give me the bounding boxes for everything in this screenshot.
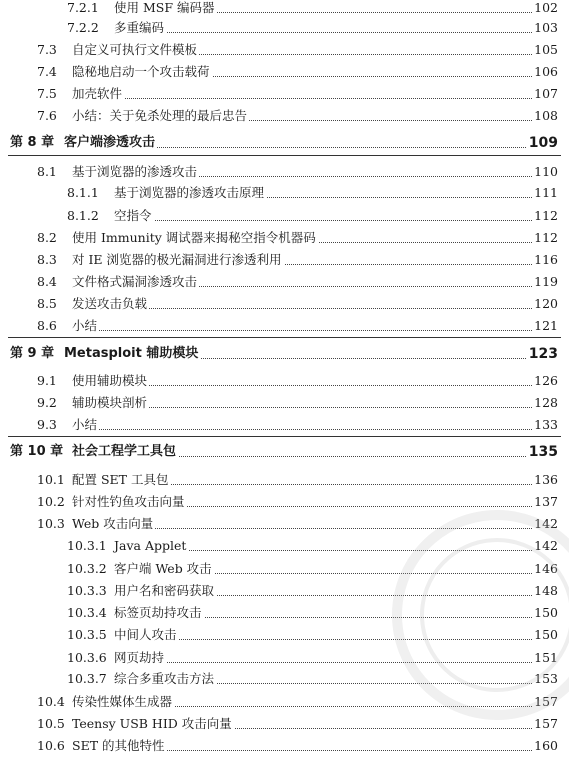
toc-entry-title: 自定义可执行文件模板 [72,39,199,61]
toc-entry-number: 10.3.3 [67,583,107,598]
toc-page-number: 142 [532,535,558,557]
toc-entry-number: 8.2 [37,230,57,245]
toc-page-number: 110 [532,161,558,183]
toc-entry-title: 传染性媒体生成器 [72,691,174,713]
toc-entry-number: 10.3.6 [67,650,107,665]
toc-page-number: 111 [532,182,558,204]
toc-page-number: 126 [532,370,558,392]
toc-entry-number: 第 9 章 [10,346,55,361]
toc-entry-title: 隐秘地启动一个攻击载荷 [72,61,212,83]
toc-entry-row[interactable] [0,227,569,249]
toc-entry-title: 社会工程学工具包 [72,441,178,463]
toc-entry-title: 多重编码 [114,17,166,39]
toc-entry-row[interactable] [0,713,569,735]
toc-page-number: 119 [532,271,558,293]
toc-entry-number: 10.3 [37,516,65,531]
chapter-divider-line [8,436,561,437]
toc-entry-title: 标签页劫持攻击 [114,602,204,624]
toc-page-number: 121 [532,315,558,337]
toc-entry-number: 7.5 [37,86,57,101]
toc-entry-number: 10.3.4 [67,605,107,620]
toc-entry-title: 配置 SET 工具包 [72,469,170,491]
toc-entry-title: 使用 MSF 编码器 [114,0,216,19]
toc-entry-row[interactable] [0,513,569,535]
toc-entry-row[interactable] [0,293,569,315]
toc-entry-row[interactable] [0,271,569,293]
toc-entry-number: 9.1 [37,373,57,388]
toc-page-number: 157 [532,691,558,713]
toc-page-number: 112 [532,205,558,227]
toc-page-number: 135 [527,441,558,463]
toc-entry-number: 9.3 [37,417,57,432]
toc-page-number: 116 [532,249,558,271]
toc-entry-title: 基于浏览器的渗透攻击原理 [114,182,266,204]
toc-entry-number: 第 10 章 [10,444,64,459]
toc-page-number: 103 [532,17,558,39]
toc-entry-row[interactable] [0,469,569,491]
toc-page-number: 108 [532,105,558,127]
toc-entry-title: 使用辅助模块 [72,370,149,392]
toc-entry-row[interactable] [0,249,569,271]
toc-entry-title: 针对性钓鱼攻击向量 [72,491,187,513]
toc-page-number: 157 [532,713,558,735]
toc-dot-leader [118,220,558,221]
toc-entry-row[interactable] [0,315,569,337]
toc-entry-row[interactable] [0,647,569,669]
toc-entry-number: 10.3.1 [67,538,107,553]
toc-entry-row[interactable] [0,580,569,602]
toc-entry-number: 10.3.2 [67,561,107,576]
toc-entry-number: 9.2 [37,395,57,410]
toc-entry-row[interactable] [0,39,569,61]
toc-entry-title: 对 IE 浏览器的极光漏洞进行渗透利用 [72,249,284,271]
toc-entry-row[interactable] [0,205,569,227]
toc-entry-title: 空指令 [114,205,154,227]
toc-entry-row[interactable] [0,414,569,436]
toc-page-number: 160 [532,735,558,757]
toc-entry-title: 文件格式漏洞渗透攻击 [72,271,199,293]
toc-entry-number: 10.1 [37,472,65,487]
chapter-divider-line [8,337,561,338]
toc-entry-number: 8.1.1 [67,185,99,200]
toc-page-number: 136 [532,469,558,491]
toc-entry-title: 辅助模块剖析 [72,392,149,414]
toc-entry-number: 8.5 [37,296,57,311]
toc-entry-number: 10.3.7 [67,671,107,686]
toc-entry-title: 加壳软件 [72,83,124,105]
toc-page-number: 150 [532,624,558,646]
toc-page-number: 148 [532,580,558,602]
toc-page-number: 112 [532,227,558,249]
toc-entry-title: Web 攻击向量 [72,513,155,535]
toc-entry-title: Java Applet [114,535,188,557]
toc-page-number: 142 [532,513,558,535]
toc-entry-row[interactable] [0,602,569,624]
toc-page-number: 128 [532,392,558,414]
toc-entry-title: 网页劫持 [114,647,166,669]
toc-dot-leader [76,429,558,430]
toc-entry-row[interactable] [0,370,569,392]
toc-chapter-row[interactable] [0,441,569,463]
toc-dot-leader [118,662,558,663]
toc-entry-number: 8.3 [37,252,57,267]
toc-entry-row[interactable] [0,392,569,414]
toc-entry-number: 10.4 [37,694,65,709]
toc-entry-row[interactable] [0,535,569,557]
toc-dot-leader [76,98,558,99]
toc-dot-leader [118,32,558,33]
toc-page-number: 137 [532,491,558,513]
toc-page-number: 107 [532,83,558,105]
toc-page-number: 146 [532,558,558,580]
toc-entry-number: 第 8 章 [10,135,55,150]
toc-entry-number: 7.3 [37,42,57,57]
toc-entry-title: 小结 [72,414,99,436]
toc-entry-number: 10.2 [37,494,65,509]
toc-entry-row[interactable] [0,61,569,83]
toc-entry-row[interactable] [0,161,569,183]
toc-entry-number: 10.6 [37,738,65,753]
toc-entry-number: 7.6 [37,108,57,123]
toc-page-number: 150 [532,602,558,624]
toc-entry-title: 中间人攻击 [114,624,179,646]
toc-page-number: 109 [527,132,558,154]
toc-entry-title: 发送攻击负载 [72,293,149,315]
toc-chapter-row[interactable] [0,343,569,365]
toc-entry-row[interactable] [0,182,569,204]
toc-page-number: 102 [532,0,558,19]
toc-entry-row[interactable] [0,668,569,690]
toc-entry-row[interactable] [0,558,569,580]
toc-entry-title: 使用 Immunity 调试器来揭秘空指令机器码 [72,227,318,249]
toc-entry-number: 7.4 [37,64,57,79]
toc-entry-number: 8.4 [37,274,57,289]
toc-entry-row[interactable] [0,17,569,39]
toc-page-number: 153 [532,668,558,690]
toc-entry-row[interactable] [0,83,569,105]
toc-entry-title: 小结 [72,315,99,337]
toc-entry-row[interactable] [0,735,569,757]
toc-entry-row[interactable] [0,491,569,513]
toc-entry-title: 客户端渗透攻击 [64,132,157,154]
toc-page-number: 133 [532,414,558,436]
chapter-divider-line [8,155,561,156]
toc-page-number: 106 [532,61,558,83]
toc-entry-row[interactable] [0,105,569,127]
toc-entry-row[interactable] [0,691,569,713]
toc-entry-number: 8.6 [37,318,57,333]
toc-entry-title: 综合多重攻击方法 [114,668,216,690]
toc-dot-leader [118,639,558,640]
toc-dot-leader [76,330,558,331]
toc-entry-number: 10.5 [37,716,65,731]
toc-entry-title: 客户端 Web 攻击 [114,558,214,580]
toc-entry-title: 用户名和密码获取 [114,580,216,602]
toc-entry-title: 小结：关于免杀处理的最后忠告 [72,105,249,127]
toc-page-number: 123 [527,343,558,365]
toc-entry-title: Teensy USB HID 攻击向量 [72,713,234,735]
toc-entry-number: 7.2.2 [67,20,99,35]
toc-entry-number: 7.2.1 [67,0,99,15]
toc-page-number: 105 [532,39,558,61]
toc-entry-number: 10.3.5 [67,627,107,642]
toc-page-number: 120 [532,293,558,315]
toc-entry-title: 基于浏览器的渗透攻击 [72,161,199,183]
toc-entry-title: Metasploit 辅助模块 [64,343,200,365]
toc-entry-row[interactable] [0,624,569,646]
toc-chapter-row[interactable] [0,132,569,154]
toc-entry-number: 8.1 [37,164,57,179]
toc-entry-number: 8.1.2 [67,208,99,223]
toc-entry-title: SET 的其他特性 [72,735,167,757]
toc-page-number: 151 [532,647,558,669]
